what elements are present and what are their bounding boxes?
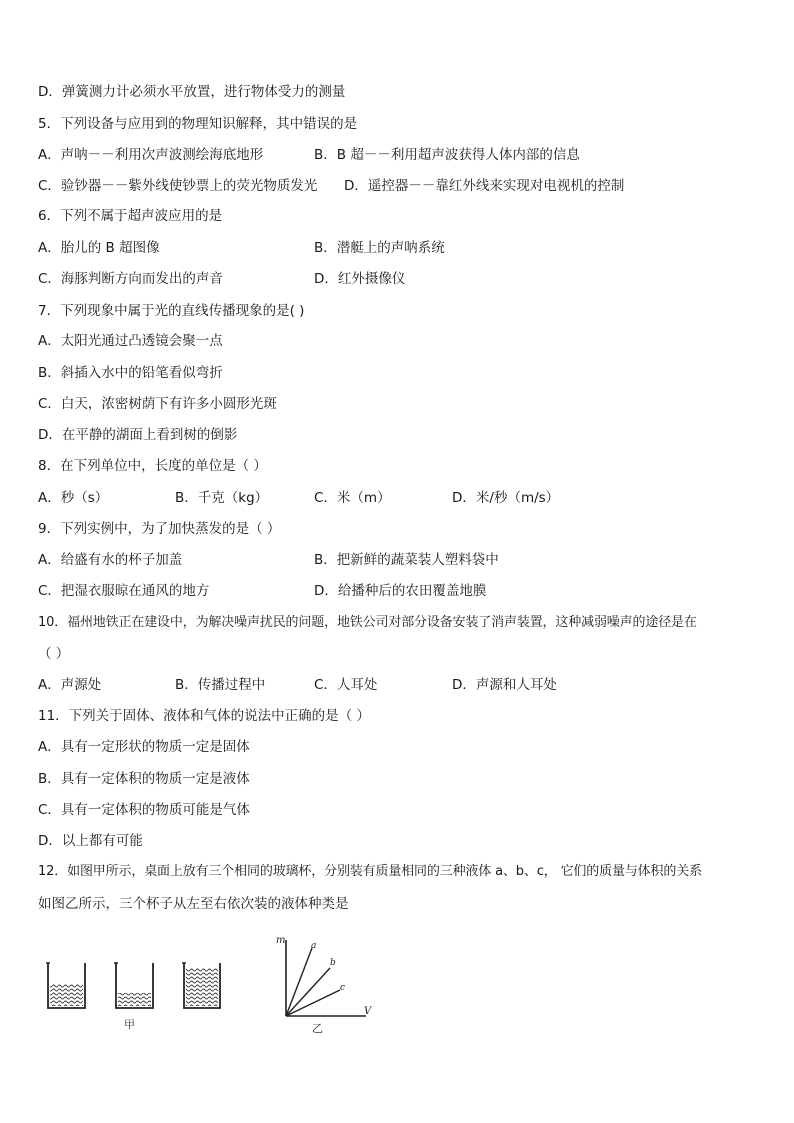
q9-option-b: B．把新鲜的蔬菜装人塑料袋中 [314, 552, 499, 568]
glass-1 [46, 963, 85, 1008]
q8-option-c: C．米（m） [314, 490, 391, 506]
q6-options-row-2 [38, 270, 758, 288]
q9-options-row-2 [38, 582, 758, 600]
q9-option-d: D．给播种后的农田覆盖地膜 [314, 583, 487, 599]
q8-stem: 8．在下列单位中，长度的单位是（ ） [38, 458, 267, 474]
q7-option-a: A．太阳光通过凸透镜会聚一点 [38, 333, 223, 349]
q6-option-a: A．胎儿的 B 超图像 [38, 240, 160, 256]
q5-options-row-2 [38, 177, 758, 195]
q10-stem: 10．福州地铁正在建设中，为解决噪声扰民的问题，地铁公司对部分设备安装了消声装置，这种减弱噪声的途径是在 [38, 615, 697, 630]
glass-2 [114, 963, 153, 1008]
line-label-b: b [330, 958, 336, 968]
figure-label-jia: 甲 [124, 1018, 135, 1031]
q9-option-a: A．给盛有水的杯子加盖 [38, 552, 183, 568]
q10-option-d: D．声源和人耳处 [452, 677, 557, 693]
q6-option-b: B．潜艇上的声呐系统 [314, 240, 445, 256]
q7-option-d: D．在平静的湖面上看到树的倒影 [38, 427, 238, 443]
q5-option-d: D．遥控器－－靠红外线来实现对电视机的控制 [344, 178, 625, 194]
q5-option-c: C．验钞器－－紫外线使钞票上的荧光物质发光 [38, 178, 318, 194]
q8-option-a: A．秒（s） [38, 490, 109, 506]
q5-stem: 5．下列设备与应用到的物理知识解释，其中错误的是 [38, 116, 358, 132]
q8-option-d: D．米/秒（m/s） [452, 490, 560, 506]
mv-graph [276, 935, 373, 1035]
q9-options-row-1 [38, 551, 758, 569]
q10-option-c: C．人耳处 [314, 677, 378, 693]
q6-option-d: D．红外摄像仪 [314, 271, 406, 287]
q5-options-row-1 [38, 146, 758, 164]
q9-option-c: C．把湿衣服晾在通风的地方 [38, 583, 210, 599]
axis-label-v: V [364, 1006, 372, 1017]
q12-stem: 12．如图甲所示，桌面上放有三个相同的玻璃杯，分别装有质量相同的三种液体 a、b、c， 它们的质量与体积的关系 [38, 864, 702, 879]
q11-option-a: A．具有一定形状的物质一定是固体 [38, 739, 250, 755]
q11-stem: 11．下列关于固体、液体和气体的说法中正确的是（ ） [38, 708, 370, 724]
q5-option-a: A．声呐－－利用次声波测绘海底地形 [38, 147, 264, 163]
q4-option-d: D．弹簧测力计必须水平放置，进行物体受力的测量 [38, 84, 346, 100]
q6-option-c: C．海豚判断方向而发出的声音 [38, 271, 223, 287]
glass-3 [182, 963, 220, 1008]
q10-option-b: B．传播过程中 [175, 677, 266, 693]
q6-stem: 6．下列不属于超声波应用的是 [38, 208, 223, 224]
q7-option-b: B．斜插入水中的铅笔看似弯折 [38, 365, 223, 381]
q11-option-d: D．以上都有可能 [38, 833, 143, 849]
q10-option-a: A．声源处 [38, 677, 102, 693]
figure-label-yi: 乙 [312, 1022, 323, 1035]
q11-option-b: B．具有一定体积的物质一定是液体 [38, 771, 250, 787]
q10-options-row [38, 676, 758, 694]
q11-option-c: C．具有一定体积的物质可能是气体 [38, 802, 250, 818]
graph-line-b [286, 968, 330, 1016]
q8-options-row [38, 489, 758, 507]
q6-options-row-1 [38, 239, 758, 257]
q5-option-b: B．B 超－－利用超声波获得人体内部的信息 [314, 147, 580, 163]
q12-figure [40, 928, 400, 1036]
q8-option-b: B．千克（kg） [175, 490, 269, 506]
line-label-c: c [340, 983, 346, 993]
q7-option-c: C．白天，浓密树荫下有许多小圆形光斑 [38, 396, 277, 412]
q9-stem: 9．下列实例中，为了加快蒸发的是（ ） [38, 521, 281, 537]
axis-label-m: m [276, 935, 286, 946]
line-label-a: a [311, 941, 317, 951]
q7-stem: 7．下列现象中属于光的直线传播现象的是( ) [38, 303, 305, 319]
q12-stem-cont: 如图乙所示，三个杯子从左至右依次装的液体种类是 [38, 896, 349, 912]
q10-stem-cont: （ ） [38, 646, 70, 662]
